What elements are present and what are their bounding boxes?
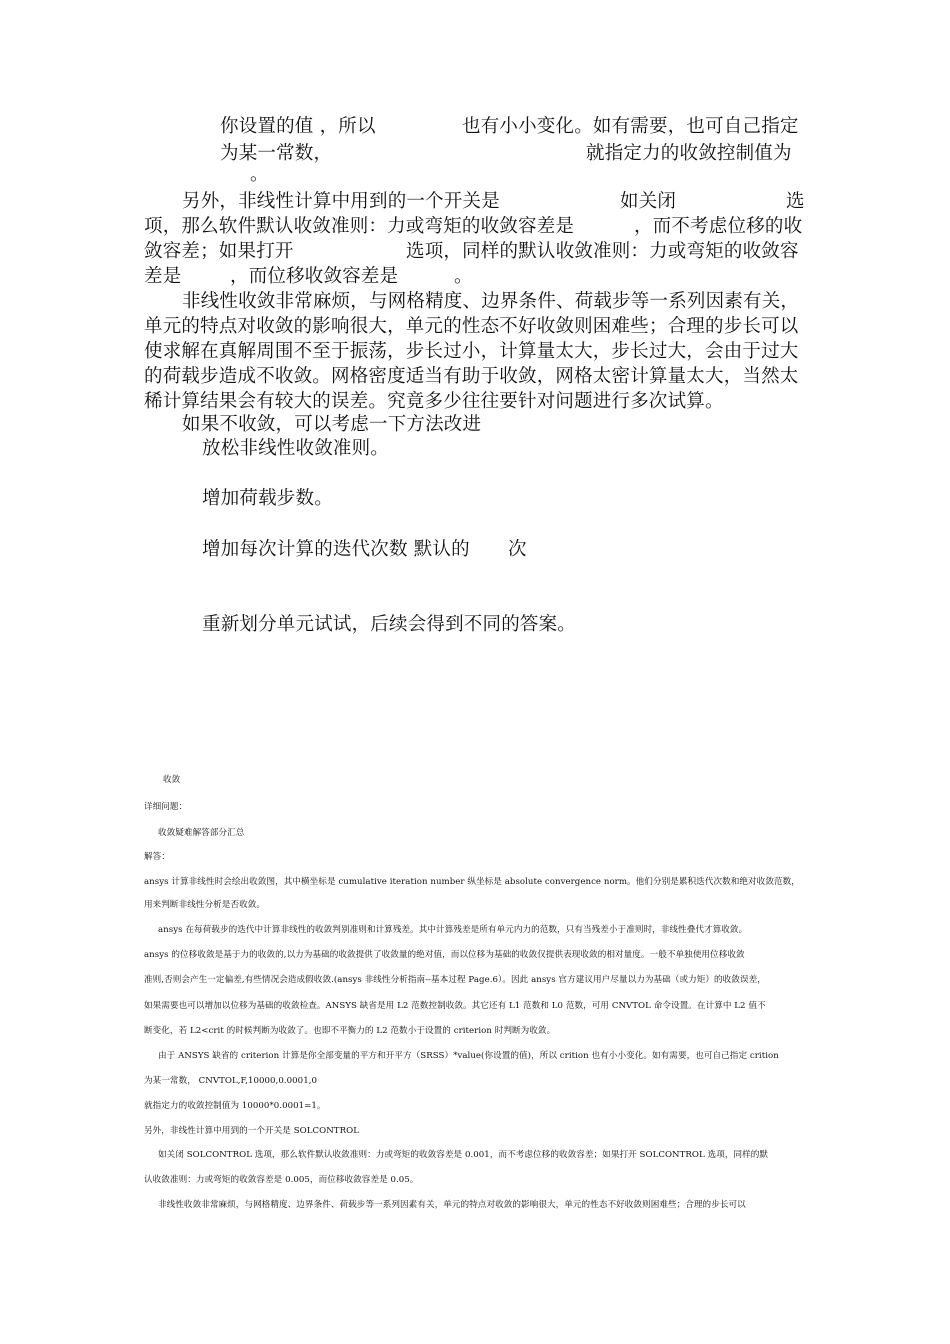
text-segment: 稀计算结果会有较大的误差。究竟多少往往要针对问题进行多次试算。 (144, 391, 724, 412)
text-segment: 如关闭 SOLCONTROL 选项，那么软件默认收敛准则：力或弯矩的收敛容差是 0.001，而不考虑位移的收敛容差；如果打开 SOLCONTROL 选项，同样的默 (158, 1150, 769, 1160)
text-segment: 解答： (144, 852, 170, 862)
text-segment: 断变化，若 L2<crit 的时候判断为收敛了。也即不平衡力的 L2 范数小于设置的 criterion 时判断为收敛。 (144, 1026, 556, 1036)
text-segment: 另外，非线性计算中用到的一个开关是 SOLCONTROL (144, 1126, 359, 1136)
text-segment: 详细问题： (144, 802, 188, 812)
text-segment: 放松非线性收敛准则。 (202, 438, 390, 459)
text-segment: 。 (250, 164, 269, 185)
text-segment: ansys 计算非线性时会绘出收敛图，其中横坐标是 cumulative iteration number 纵坐标是 absolute convergence norm。他们分别是累积迭代次数和绝对收敛范数， (144, 877, 800, 887)
text-segment: ansys 在每荷载步的迭代中计算非线性的收敛判别准则和计算残差。其中计算残差是所有单元内力的范数，只有当残差小于准则时，非线性叠代才算收敛。 (158, 925, 748, 935)
text-segment: ，而位移收敛容差是 (230, 266, 399, 287)
text-segment: 次 (508, 539, 527, 560)
text-segment: 。 (454, 266, 473, 287)
text-segment: 如果需要也可以增加以位移为基础的收敛检查。ANSYS 缺省是用 L2 范数控制收敛。其它还有 L1 范数和 L0 范数，可用 CNVTOL 命令设置。在计算中 L2 值不 (144, 1001, 766, 1011)
text-segment: 项，那么软件默认收敛准则：力或弯矩的收敛容差是 (144, 216, 575, 237)
text-segment: 收敛 (163, 775, 181, 785)
text-segment: 非线性收敛非常麻烦，与网格精度、边界条件、荷载步等一系列因素有关，单元的特点对收敛的影响很大，单元的性态不好收敛则困难些；合理的步长可以 (158, 1200, 746, 1210)
text-segment: 使求解在真解周围不至于振荡，步长过小，计算量太大，步长过大，会由于过大 (144, 341, 799, 362)
text-segment: 敛容差；如果打开 (144, 241, 294, 262)
text-segment: 为某一常数， (220, 143, 333, 164)
text-segment: 的荷载步造成不收敛。网格密度适当有助于收敛，网格太密计算量太大，当然太 (144, 366, 799, 387)
text-segment: 就指定力的收敛控制值为 (586, 143, 792, 164)
text-segment: 如关闭 (620, 191, 677, 212)
text-segment: 就指定力的收敛控制值为 10000*0.0001=1。 (144, 1101, 326, 1111)
text-segment: 为某一常数， CNVTOL,F,10000,0.0001,0 (144, 1076, 318, 1086)
text-segment: 认收敛准则：力或弯矩的收敛容差是 0.005，而位移收敛容差是 0.05。 (144, 1175, 419, 1185)
text-segment: 增加每次计算的迭代次数 默认的 (202, 539, 470, 560)
text-segment: 差是 (144, 266, 182, 287)
text-segment: 重新划分单元试试，后续会得到不同的答案。 (202, 614, 577, 635)
text-segment: 你设置的值 ，所以 (220, 116, 376, 137)
text-segment: 另外，非线性计算中用到的一个开关是 (182, 191, 500, 212)
text-segment: 增加荷载步数。 (202, 488, 333, 509)
text-segment: 单元的特点对收敛的影响很大，单元的性态不好收敛则困难些；合理的步长可以 (144, 316, 799, 337)
text-segment: ，而不考虑位移的收 (634, 216, 803, 237)
text-segment: 由于 ANSYS 缺省的 criterion 计算是你全部变量的平方和开平方（SRSS）*value(你设置的值)，所以 crition 也有小小变化。如有需要，也可自己指定 crition (158, 1051, 779, 1061)
text-segment: 收敛疑难解答部分汇总 (158, 828, 245, 838)
text-segment: 用来判断非线性分析是否收敛。 (144, 900, 266, 910)
text-segment: 也有小小变化。如有需要，也可自己指定 (462, 116, 799, 137)
text-segment: 选项，同样的默认收敛准则：力或弯矩的收敛容 (406, 241, 799, 262)
text-segment: 非线性收敛非常麻烦，与网格精度、边界条件、荷载步等一系列因素有关， (182, 291, 800, 312)
text-segment: 如果不收敛，可以考虑一下方法改进 (182, 414, 482, 435)
text-segment: 选 (786, 191, 805, 212)
text-segment: 准则,否则会产生一定偏差,有些情况会造成假收敛.(ansys 非线性分析指南--基本过程 Page.6）。因此 ansys 官方建议用户尽量以力为基础（或力矩）的收敛误差， (144, 975, 766, 985)
text-segment: ansys 的位移收敛是基于力的收敛的,以力为基础的收敛提供了收敛量的绝对值，而以位移为基础的收敛仅提供表现收敛的相对量度。一般不单独使用位移收敛 (144, 950, 745, 960)
